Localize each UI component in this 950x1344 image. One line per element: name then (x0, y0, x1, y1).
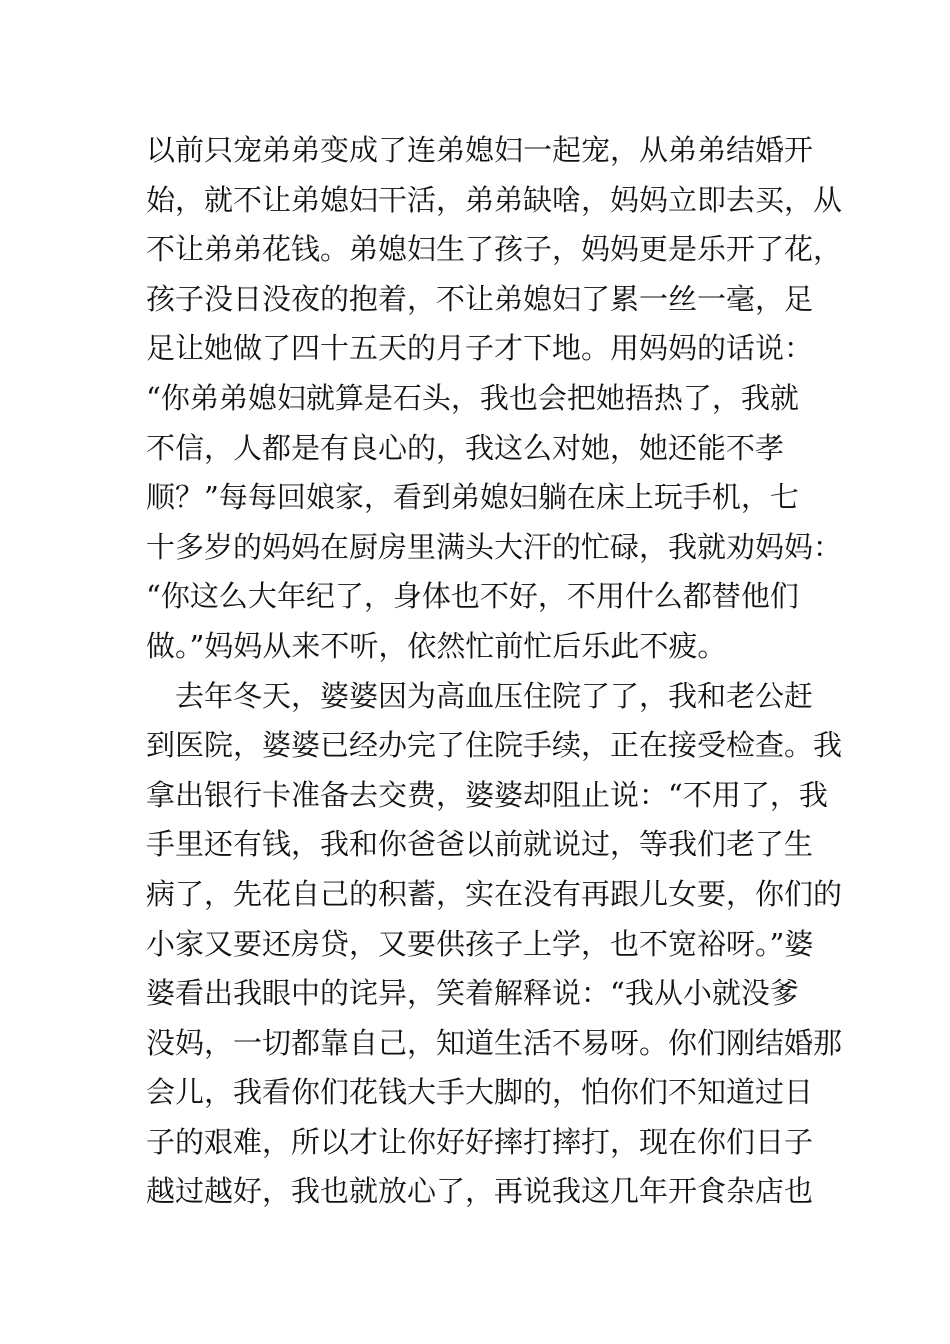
body-text (146, 130, 843, 1221)
text-line: “你这么大年纪了，身体也不好，不用什么都替他们 (146, 579, 799, 614)
text-line: 去年冬天，婆婆因为高血压住院了了，我和老公赶 (146, 678, 814, 713)
text-line: 越过越好，我也就放心了，再说我这几年开食杂店也 (146, 1174, 814, 1209)
text-line: 婆看出我眼中的诧异，笑着解释说：“我从小就没爹 (146, 976, 799, 1011)
text-line: 手里还有钱，我和你爸爸以前就说过，等我们老了生 (146, 827, 814, 862)
text-line: 足让她做了四十五天的月子才下地。用妈妈的话说： (146, 331, 814, 366)
text-line: “你弟弟媳妇就算是石头，我也会把她捂热了，我就 (146, 380, 799, 415)
text-line: 以前只宠弟弟变成了连弟媳妇一起宠，从弟弟结婚开 (146, 133, 814, 167)
text-line: 始，就不让弟媳妇干活，弟弟缺啥，妈妈立即去买，从 (146, 182, 843, 217)
text-line: 孩子没日没夜的抱着，不让弟媳妇了累一丝一毫，足 (146, 281, 814, 316)
text-line: 小家又要还房贷，又要供孩子上学，也不宽裕呀。”婆 (146, 926, 814, 961)
text-line: 到医院，婆婆已经办完了住院手续，正在接受检查。我 (146, 728, 843, 763)
text-line: 顺？”每每回娘家，看到弟媳妇躺在床上玩手机，七 (146, 480, 799, 515)
text-line: 子的艰难，所以才让你好好摔打摔打，现在你们日子 (146, 1124, 814, 1159)
text-line: 十多岁的妈妈在厨房里满头大汗的忙碌，我就劝妈妈： (146, 529, 843, 564)
text-line: 做。”妈妈从来不听，依然忙前忙后乐此不疲。 (146, 628, 727, 663)
text-line: 会儿，我看你们花钱大手大脚的，怕你们不知道过日 (146, 1075, 814, 1110)
text-line: 没妈，一切都靠自己，知道生活不易呀。你们刚结婚那 (146, 1025, 843, 1060)
text-line: 病了，先花自己的积蓄，实在没有再跟儿女要，你们的 (146, 876, 843, 911)
text-line: 不让弟弟花钱。弟媳妇生了孩子，妈妈更是乐开了花， (146, 232, 843, 267)
text-line: 拿出银行卡准备去交费，婆婆却阻止说：“不用了，我 (146, 777, 828, 812)
text-line: 不信，人都是有良心的，我这么对她，她还能不孝 (146, 430, 785, 465)
